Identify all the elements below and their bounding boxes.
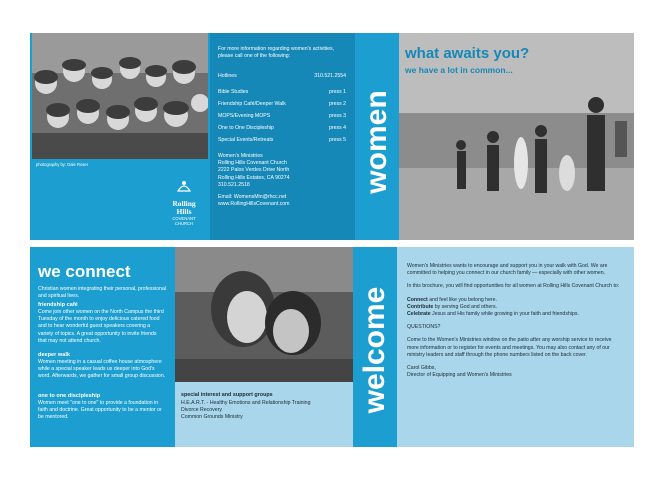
celebrate-line bbox=[407, 311, 621, 318]
group-item: H.E.A.R.T. - Healthy Emotions and Relationship Training bbox=[181, 400, 311, 406]
address-block bbox=[218, 153, 348, 189]
menu-row bbox=[218, 113, 346, 125]
welcome-paragraph-2: In this brochure, you will find opportunities for all women at Rolling Hills Covenant Church to: bbox=[407, 283, 620, 290]
address-line: Rolling Hills Covenant Church bbox=[218, 160, 287, 167]
deeper-title: deeper walk bbox=[38, 352, 71, 358]
friendship-title: friendship café bbox=[38, 302, 78, 308]
address-line: 310.521.2518 bbox=[218, 181, 250, 188]
subheadline: we have a lot in common... bbox=[405, 65, 513, 75]
welcome-paragraph-1: Women's Ministries wants to encourage and support you in your walk with God. We are committed to helping you connect in our church family — especially with other women. bbox=[407, 263, 608, 277]
group-item: Divorce Recovery bbox=[181, 407, 222, 414]
contribute-line bbox=[407, 304, 621, 311]
menu-list bbox=[218, 89, 346, 149]
group-item: Common Grounds Ministry bbox=[181, 414, 243, 421]
logo-line-2: Hills bbox=[176, 207, 192, 216]
welcome-vertical-band bbox=[353, 247, 397, 447]
email-line[interactable]: Email: WomensMin@rhcc.net bbox=[218, 194, 287, 200]
menu-press: press 2 bbox=[328, 101, 346, 107]
hotline-row bbox=[218, 73, 346, 79]
women-vertical-band bbox=[355, 33, 399, 240]
address-line: Rolling Hills Estates, CA 90274 bbox=[218, 174, 290, 181]
menu-press: press 1 bbox=[328, 89, 346, 95]
celebrate-bold: Celebrate bbox=[407, 311, 431, 318]
groups-title: special interest and support groups bbox=[181, 392, 273, 398]
groups-list bbox=[181, 400, 349, 422]
menu-label: Bible Studies bbox=[218, 89, 249, 95]
women-photo bbox=[175, 247, 353, 382]
group-photo bbox=[32, 33, 208, 159]
menu-press: press 5 bbox=[328, 137, 346, 143]
hotline-number: 310.521.2554 bbox=[314, 73, 346, 79]
one-to-one-title: one to one discipleship bbox=[38, 393, 101, 399]
menu-label: MOPS/Evening MOPS bbox=[218, 113, 271, 119]
menu-row bbox=[218, 137, 346, 149]
connect-bold: Connect bbox=[407, 296, 428, 303]
website-line[interactable]: www.RollingHillsCovenant.com bbox=[218, 201, 290, 207]
hotline-label: Hotlines bbox=[218, 73, 237, 79]
menu-row bbox=[218, 101, 346, 113]
contribute-bold: Contribute bbox=[407, 303, 434, 310]
menu-press: press 4 bbox=[328, 125, 346, 131]
one-to-one-text: Women meet "one to one" to provide a foundation in faith and doctrine. Great opportunity to be a mentor or be mentored. bbox=[38, 400, 162, 421]
bottom-middle-panel bbox=[175, 247, 353, 447]
welcome-body bbox=[407, 263, 621, 379]
menu-press: press 3 bbox=[328, 113, 346, 119]
top-brochure bbox=[30, 33, 634, 240]
headline: what awaits you? bbox=[405, 45, 530, 62]
women-vertical-text: women bbox=[360, 90, 393, 194]
signature-title: Director of Equipping and Women's Ministries bbox=[407, 372, 512, 379]
friendship-text: Come join other women on the North Campus the third Tuesday of the month to enjoy delicious catered food and to hear wonderful guest speakers covering a variety of topics. A great opportunity to invite friends that may not attend church. bbox=[38, 309, 164, 344]
contribute-text: by serving God and others. bbox=[434, 303, 497, 310]
top-middle-panel bbox=[210, 33, 355, 240]
menu-label: Friendship Café/Deeper Walk bbox=[218, 101, 286, 107]
top-left-panel bbox=[30, 33, 210, 240]
menu-row bbox=[218, 89, 346, 101]
welcome-paragraph-3: Come to the Women's Ministries window on the patio after any worship service to receive more information or to register for events and meetings. You may also contact any of our ministry leaders and staff through the phone numbers listed on the back cover. bbox=[407, 337, 612, 358]
top-right-panel bbox=[355, 33, 634, 240]
menu-label: Special Events/Retreats bbox=[218, 137, 274, 143]
bottom-left-panel bbox=[30, 247, 175, 447]
church-logo bbox=[162, 179, 206, 226]
address-line: 2222 Palos Verdes Drive North bbox=[218, 167, 290, 174]
we-connect-heading: we connect bbox=[38, 262, 131, 281]
connect-text: and feel like you belong here. bbox=[429, 296, 497, 303]
menu-row bbox=[218, 125, 346, 137]
signature-name: Carol Gibbs, bbox=[407, 365, 436, 372]
info-intro: For more information regarding women's activities, please call one of the following: bbox=[218, 46, 335, 60]
lamp-logo-icon bbox=[175, 179, 193, 195]
deeper-text: Women meeting in a casual coffee house atmosphere while a special speaker leads us deeper into God's word. Afterwards, we gather for small group discussion. bbox=[38, 359, 166, 380]
welcome-vertical-text: welcome bbox=[358, 286, 391, 414]
menu-label: One to One Discipleship bbox=[218, 125, 274, 131]
logo-line-1: Rolling bbox=[172, 199, 196, 208]
photo-credit: photography by: Dale Roser bbox=[36, 162, 89, 167]
connect-line bbox=[407, 297, 621, 304]
connect-intro: Christian women integrating their personal, professional and spiritual lives. bbox=[38, 286, 167, 300]
bottom-brochure bbox=[30, 247, 634, 447]
bottom-right-panel bbox=[353, 247, 634, 447]
questions-label: QUESTIONS? bbox=[407, 324, 441, 331]
celebrate-text: Jesus and His family while growing in your faith and friendships. bbox=[432, 311, 579, 318]
logo-line-4: CHURCH bbox=[174, 221, 194, 226]
address-line: Women's Ministries bbox=[218, 153, 263, 159]
logo-line-3: COVENANT bbox=[172, 216, 196, 221]
